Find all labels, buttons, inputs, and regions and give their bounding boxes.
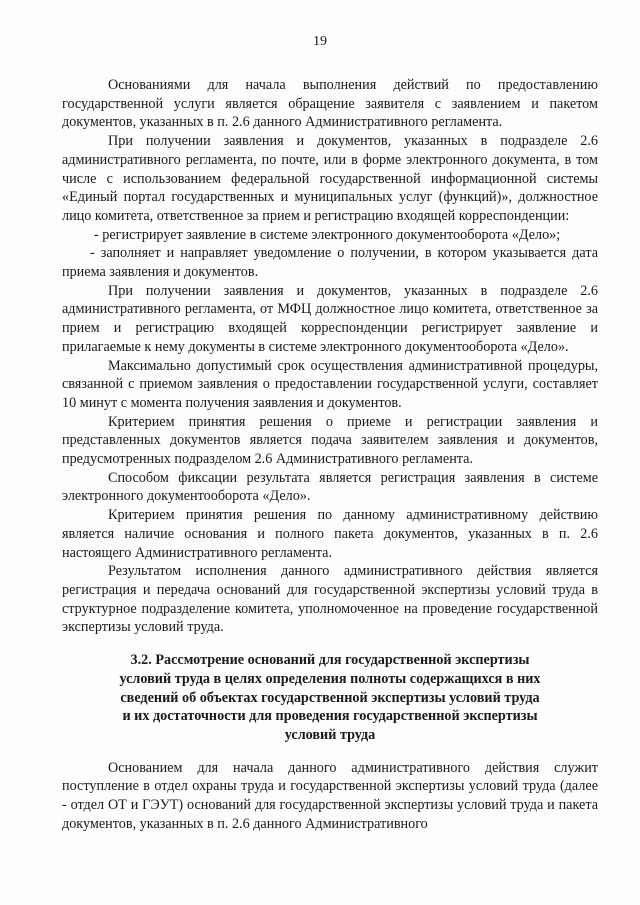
paragraph-receipt-from-mfc: При получении заявления и документов, указанных в подразделе 2.6 административного регламента, от МФЦ должностное лицо комитета, ответственное за прием и регистрацию входящей корреспонденции регистрирует заявление и прилагаемые к нему документы в системе электронного документооборота «Дело». <box>62 282 598 355</box>
section-heading-line: сведений об объектах государственной экспертизы условий труда <box>120 689 540 706</box>
section-heading-line: и их достаточности для проведения государственной экспертизы <box>122 708 538 725</box>
paragraph-acceptance-criterion: Критерием принятия решения о приеме и регистрации заявления и представленных документов является подача заявителем заявления и документов, предусмотренных подразделом 2.6 Административного регламента. <box>62 413 598 468</box>
paragraph-receipt-by-mail: При получении заявления и документов, указанных в подразделе 2.6 административного регламента, по почте, или в форме электронного документа, в том числе с использованием федеральной государственной информационной системы «Единый портал государственных и муниципальных услуг (функций)», должностное лицо комитета, ответственное за прием и регистрацию входящей корреспонденции: <box>62 133 598 224</box>
section-heading-line: условий труда в целях определения полноты содержащихся в них <box>119 670 541 687</box>
paragraph-result: Результатом исполнения данного административного действия является регистрация и передача оснований для государственной экспертизы условий труда в структурное подразделение комитета, уполномоченное на проведение государственной экспертизы условий труда. <box>62 563 598 636</box>
list-item-register: - регистрирует заявление в системе электронного документооборота «Дело»; <box>94 226 561 243</box>
section-heading-line: условий труда <box>284 726 376 743</box>
paragraph-max-time: Максимально допустимый срок осуществления административной процедуры, связанной с приемом заявления о предоставлении государственной услуги, составляет 10 минут с момента получения заявления и документов. <box>62 357 598 411</box>
paragraph-fixation-method: Способом фиксации результата является регистрация заявления в системе электронного документооборота «Дело». <box>62 469 598 505</box>
list-item-notify: - заполняет и направляет уведомление о получении, в котором указывается дата приема заявления и документов. <box>62 245 598 281</box>
section-heading-line: 3.2. Рассмотрение оснований для государственной экспертизы <box>130 652 530 669</box>
page-content <box>62 76 598 833</box>
paragraph-decision-criterion: Критерием принятия решения по данному административному действию является наличие основания и полного пакета документов, указанных в п. 2.6 настоящего Административного регламента. <box>62 507 598 561</box>
paragraph-grounds: Основаниями для начала выполнения действий по предоставлению государственной услуги является обращение заявителя с заявлением и пакетом документов, указанных в п. 2.6 данного Административного регламента. <box>62 77 598 131</box>
paragraph-section-body: Основанием для начала данного административного действия служит поступление в отдел охраны труда и государственной экспертизы условий труда (далее - отдел ОТ и ГЭУТ) оснований для государственной экспертизы условий труда и пакета документов, указанных в п. 2.6 данного Административного <box>62 759 598 832</box>
section-heading <box>62 651 598 745</box>
page-number: 19 <box>313 34 327 49</box>
